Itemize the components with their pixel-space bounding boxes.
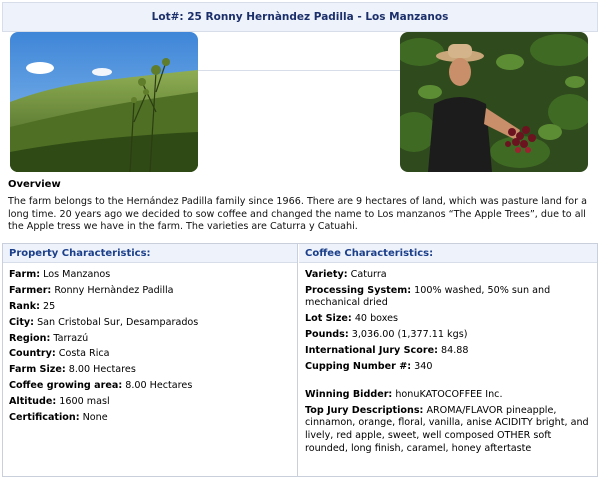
coffee-label: Variety: <box>305 269 348 280</box>
winning-bidder-value: honuKATOCOFFEE Inc. <box>395 388 503 400</box>
property-label: Region: <box>9 332 51 344</box>
coffee-value: 340 <box>414 361 433 373</box>
coffee-value: Caturra <box>350 269 387 280</box>
property-label: Farm Size: <box>9 364 66 376</box>
property-value: None <box>82 412 108 424</box>
top-jury-descriptions <box>305 405 591 455</box>
property-row <box>9 269 291 282</box>
property-row <box>9 301 291 314</box>
farm-landscape-photo <box>10 32 198 172</box>
divider <box>198 70 400 71</box>
lot-title: Lot#: 25 Ronny Hernàndez Padilla - Los Manzanos <box>151 11 449 23</box>
property-row <box>9 380 291 393</box>
property-label: Rank: <box>9 300 40 312</box>
winning-bidder <box>305 389 591 402</box>
top-jury-label: Top Jury Descriptions: <box>305 404 424 416</box>
property-characteristics <box>3 244 298 476</box>
property-value: 8.00 Hectares <box>68 364 136 376</box>
property-value: 8.00 Hectares <box>125 380 193 392</box>
coffee-label: Pounds: <box>305 329 349 341</box>
overview-heading: Overview <box>8 179 61 190</box>
coffee-label: Cupping Number #: <box>305 361 412 373</box>
property-label: Farmer: <box>9 284 52 296</box>
coffee-heading: Coffee Characteristics: <box>299 244 597 263</box>
characteristics-panel <box>2 243 598 477</box>
coffee-value: 40 boxes <box>354 313 399 325</box>
property-label: Country: <box>9 348 56 360</box>
coffee-row <box>305 345 591 358</box>
photo-band <box>2 32 596 174</box>
coffee-label: Processing System: <box>305 284 412 296</box>
property-value: 25 <box>42 300 56 312</box>
coffee-row <box>305 313 591 326</box>
property-value: Ronny Hernàndez Padilla <box>54 284 174 296</box>
property-label: Farm: <box>9 269 41 280</box>
coffee-row <box>305 329 591 342</box>
property-heading: Property Characteristics: <box>3 244 297 263</box>
property-value: Costa Rica <box>58 348 110 360</box>
property-row <box>9 412 291 425</box>
overview-text: The farm belongs to the Hernández Padilla family since 1966. There are 9 hectares of land, which was pasture land for a long time. 20 years ago we decided to sow coffee and changed the name to Los manzanos “The Apple Trees”, due to all the Apple tress we have in the farm. The varieties are Caturra y Catuahi. <box>8 196 588 233</box>
top-jury-value: AROMA/FLAVOR pineapple, cinnamon, orange, floral, vanilla, anise ACIDITY bright, and lively, red apple, sweet, well composed OTHER soft rounded, long finish, caramel, honey aftertaste <box>305 404 589 454</box>
coffee-characteristics <box>299 244 597 476</box>
property-value: 1600 masl <box>59 396 110 408</box>
property-list <box>3 263 297 425</box>
property-label: City: <box>9 316 35 328</box>
coffee-label: Lot Size: <box>305 313 352 325</box>
property-row <box>9 317 291 330</box>
farmer-photo <box>400 32 588 172</box>
coffee-list <box>299 263 597 455</box>
property-value: Los Manzanos <box>43 269 111 280</box>
property-row <box>9 364 291 377</box>
coffee-row <box>305 269 591 282</box>
property-label: Certification: <box>9 412 80 424</box>
property-row <box>9 396 291 409</box>
coffee-label: International Jury Score: <box>305 345 438 357</box>
property-value: San Cristobal Sur, Desamparados <box>37 316 199 328</box>
property-value: Tarrazú <box>53 332 89 344</box>
property-row <box>9 285 291 298</box>
property-label: Coffee growing area: <box>9 380 123 392</box>
property-row <box>9 333 291 346</box>
coffee-row <box>305 285 591 310</box>
winning-bidder-label: Winning Bidder: <box>305 388 393 400</box>
property-label: Altitude: <box>9 396 57 408</box>
property-row <box>9 348 291 361</box>
coffee-row <box>305 361 591 374</box>
coffee-value: 84.88 <box>440 345 469 357</box>
coffee-value: 3,036.00 (1,377.11 kgs) <box>351 329 468 341</box>
coffee-value: 100% washed, 50% sun and mechanical dried <box>305 284 551 309</box>
lot-title-bar <box>2 2 598 32</box>
